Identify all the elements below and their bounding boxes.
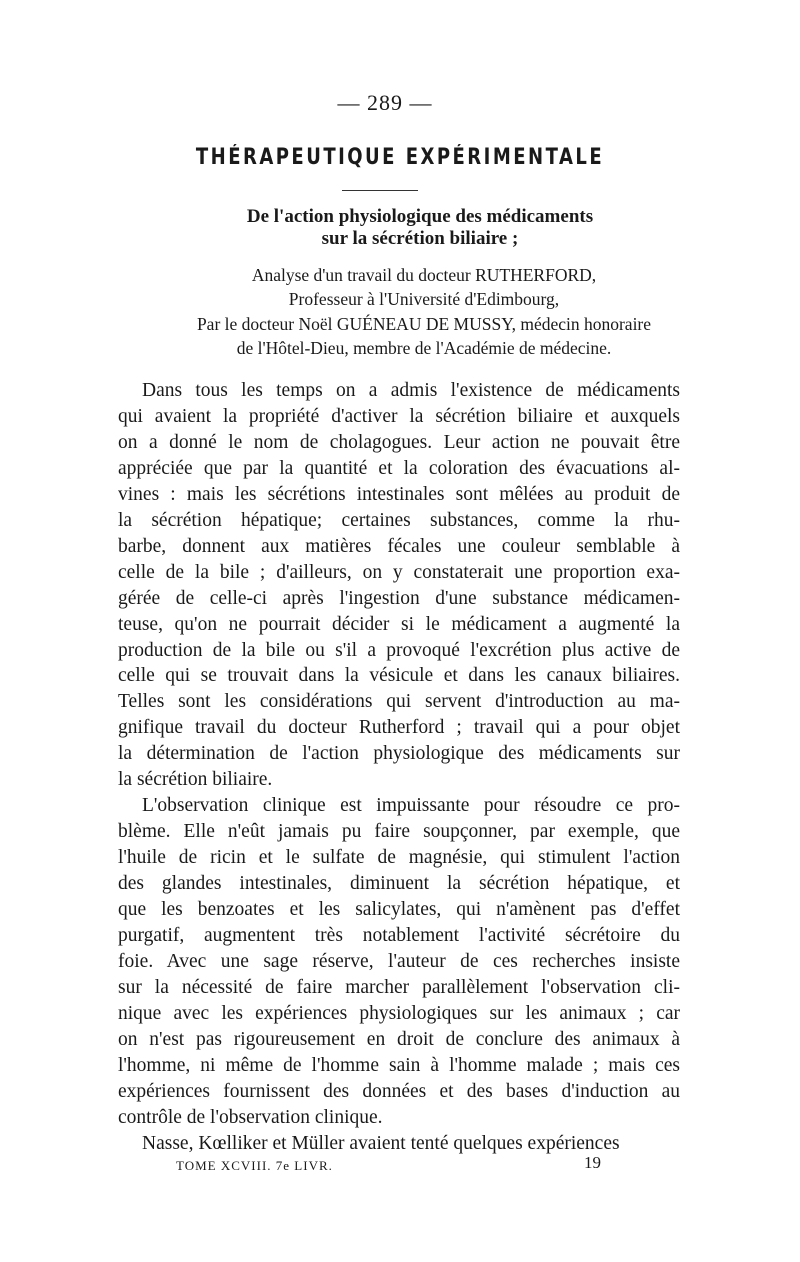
body-line: l'huile de ricin et le sulfate de magnésie, qui stimulent l'action <box>118 847 680 869</box>
body-line: gérée de celle-ci après l'ingestion d'une substance médicamen- <box>118 587 680 609</box>
body-line: des glandes intestinales, diminuent la sécrétion hépatique, et <box>118 873 680 895</box>
body-line: L'observation clinique est impuissante pour résoudre ce pro- <box>142 795 680 817</box>
body-line: qui avaient la propriété d'activer la sécrétion biliaire et auxquels <box>118 405 680 427</box>
byline-line-3: Par le docteur Noël GUÉNEAU DE MUSSY, médecin honoraire <box>196 314 652 334</box>
body-line: celle qui se trouvait dans la vésicule et dans les canaux biliaires. <box>118 665 680 687</box>
footer-sheet-number: 19 <box>584 1153 601 1172</box>
body-line: contrôle de l'observation clinique. <box>118 1106 383 1128</box>
body-line: teuse, qu'on ne pourrait décider si le médicament a augmenté la <box>118 613 680 635</box>
body-line: la sécrétion hépatique; certaines substances, comme la rhu- <box>118 509 680 531</box>
body-line: celle de la bile ; d'ailleurs, on y constaterait une proportion exa- <box>118 561 680 583</box>
body-line: on n'est pas rigoureusement en droit de conclure des animaux à <box>118 1028 680 1050</box>
page-number: — 289 — <box>337 90 433 115</box>
body-line: l'homme, ni même de l'homme sain à l'homme malade ; mais ces <box>118 1054 680 1076</box>
body-line: nique avec les expériences physiologiques sur les animaux ; car <box>118 1002 680 1024</box>
article-title-line-2: sur la sécrétion biliaire ; <box>321 228 519 249</box>
body-line: Telles sont les considérations qui servent d'introduction au ma- <box>118 691 680 713</box>
title-divider <box>342 190 418 191</box>
body-line: blème. Elle n'eût jamais pu faire soupçonner, par exemple, que <box>118 821 680 843</box>
body-line: on a donné le nom de cholagogues. Leur action ne pouvait être <box>118 431 680 453</box>
byline-line-1: Analyse d'un travail du docteur RUTHERFORD, <box>251 265 597 285</box>
body-line: sur la nécessité de faire marcher parallèlement l'observation cli- <box>118 976 680 998</box>
body-line: la détermination de l'action physiologique des médicaments sur <box>118 743 680 765</box>
article-title-line-1: De l'action physiologique des médicaments <box>246 206 594 227</box>
body-line: Nasse, Kœlliker et Müller avaient tenté quelques expériences <box>142 1132 620 1154</box>
body-line: production de la bile ou s'il a provoqué l'excrétion plus active de <box>118 639 680 661</box>
body-line: la sécrétion biliaire. <box>118 769 273 791</box>
body-line: gnifique travail du docteur Rutherford ; travail qui a pour objet <box>118 717 680 739</box>
body-line: appréciée que par la quantité et la coloration des évacuations al- <box>118 457 680 479</box>
body-line: barbe, donnent aux matières fécales une couleur semblable à <box>118 535 680 557</box>
section-title: THÉRAPEUTIQUE EXPÉRIMENTALE <box>195 145 605 170</box>
body-line: vines : mais les sécrétions intestinales sont mêlées au produit de <box>118 483 680 505</box>
body-line: purgatif, augmentent très notablement l'activité sécrétoire du <box>118 924 680 946</box>
body-line: Dans tous les temps on a admis l'existence de médicaments <box>142 380 680 401</box>
byline-line-2: Professeur à l'Université d'Edimbourg, <box>288 289 560 309</box>
footer-signature: TOME XCVIII. 7e LIVR. <box>176 1158 333 1173</box>
body-line: expériences fournissent des données et des bases d'induction au <box>118 1080 680 1102</box>
body-line: foie. Avec une sage réserve, l'auteur de ces recherches insiste <box>118 950 680 972</box>
byline-line-4: de l'Hôtel-Dieu, membre de l'Académie de médecine. <box>236 338 612 358</box>
body-line: que les benzoates et les salicylates, qui n'amènent pas d'effet <box>118 899 680 920</box>
